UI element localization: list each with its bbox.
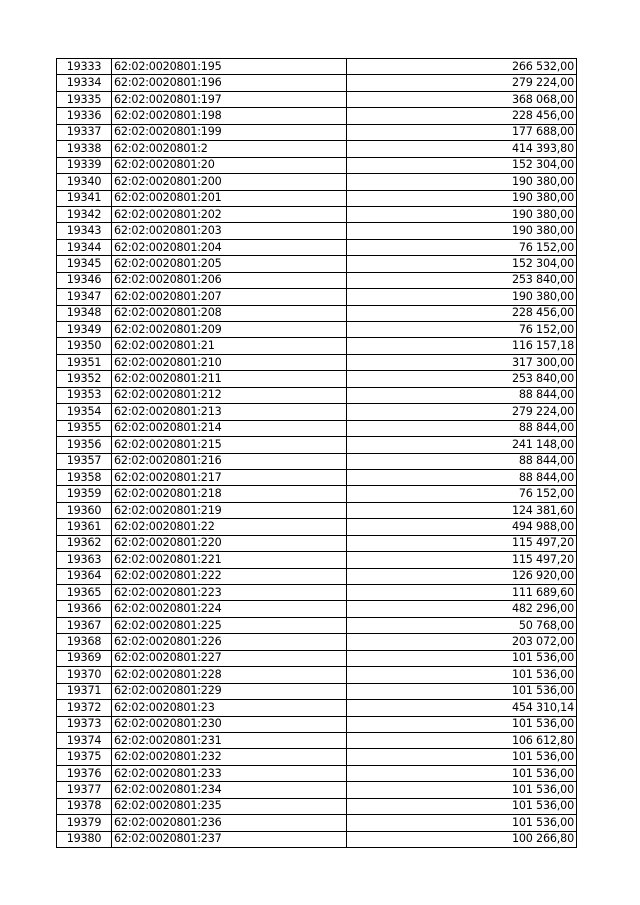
row-number-cell: 19367 — [57, 617, 112, 633]
table-row — [57, 634, 577, 650]
row-number-cell: 19376 — [57, 765, 112, 781]
table-row — [57, 749, 577, 765]
row-number-cell: 19354 — [57, 404, 112, 420]
cadastral-number-cell: 62:02:0020801:199 — [112, 124, 347, 140]
row-number-cell: 19372 — [57, 700, 112, 716]
table-row — [57, 502, 577, 518]
table-row — [57, 59, 577, 75]
row-number-cell: 19350 — [57, 338, 112, 354]
cadastral-number-cell: 62:02:0020801:21 — [112, 338, 347, 354]
table-row — [57, 108, 577, 124]
table-row — [57, 272, 577, 288]
table-row — [57, 91, 577, 107]
cadastral-value-cell: 101 536,00 — [347, 815, 577, 831]
row-number-cell: 19370 — [57, 667, 112, 683]
row-number-cell: 19341 — [57, 190, 112, 206]
cadastral-value-cell: 228 456,00 — [347, 305, 577, 321]
cadastral-value-cell: 115 497,20 — [347, 535, 577, 551]
row-number-cell: 19346 — [57, 272, 112, 288]
cadastral-value-cell: 115 497,20 — [347, 552, 577, 568]
cadastral-number-cell: 62:02:0020801:229 — [112, 683, 347, 699]
cadastral-value-cell: 454 310,14 — [347, 700, 577, 716]
row-number-cell: 19334 — [57, 75, 112, 91]
table-row — [57, 157, 577, 173]
cadastral-value-cell: 177 688,00 — [347, 124, 577, 140]
cadastral-value-cell: 228 456,00 — [347, 108, 577, 124]
row-number-cell: 19344 — [57, 239, 112, 255]
cadastral-number-cell: 62:02:0020801:213 — [112, 404, 347, 420]
row-number-cell: 19353 — [57, 387, 112, 403]
cadastral-number-cell: 62:02:0020801:227 — [112, 650, 347, 666]
cadastral-value-cell: 190 380,00 — [347, 190, 577, 206]
table-row — [57, 716, 577, 732]
cadastral-value-cell: 101 536,00 — [347, 650, 577, 666]
cadastral-number-cell: 62:02:0020801:204 — [112, 239, 347, 255]
row-number-cell: 19356 — [57, 437, 112, 453]
cadastral-number-cell: 62:02:0020801:215 — [112, 437, 347, 453]
cadastral-value-cell: 368 068,00 — [347, 91, 577, 107]
table-row — [57, 519, 577, 535]
row-number-cell: 19375 — [57, 749, 112, 765]
cadastral-number-cell: 62:02:0020801:208 — [112, 305, 347, 321]
cadastral-number-cell: 62:02:0020801:234 — [112, 782, 347, 798]
cadastral-number-cell: 62:02:0020801:203 — [112, 223, 347, 239]
cadastral-value-cell: 126 920,00 — [347, 568, 577, 584]
cadastral-number-cell: 62:02:0020801:209 — [112, 322, 347, 338]
row-number-cell: 19359 — [57, 486, 112, 502]
row-number-cell: 19338 — [57, 141, 112, 157]
table-row — [57, 420, 577, 436]
cadastral-value-cell: 253 840,00 — [347, 371, 577, 387]
table-row — [57, 289, 577, 305]
cadastral-value-cell: 88 844,00 — [347, 453, 577, 469]
row-number-cell: 19362 — [57, 535, 112, 551]
table-row — [57, 617, 577, 633]
row-number-cell: 19343 — [57, 223, 112, 239]
cadastral-number-cell: 62:02:0020801:217 — [112, 469, 347, 485]
cadastral-value-cell: 190 380,00 — [347, 223, 577, 239]
cadastral-value-cell: 494 988,00 — [347, 519, 577, 535]
cadastral-value-cell: 101 536,00 — [347, 667, 577, 683]
cadastral-value-cell: 124 381,60 — [347, 502, 577, 518]
cadastral-number-cell: 62:02:0020801:233 — [112, 765, 347, 781]
cadastral-value-cell: 101 536,00 — [347, 749, 577, 765]
cadastral-value-cell: 101 536,00 — [347, 798, 577, 814]
row-number-cell: 19337 — [57, 124, 112, 140]
cadastral-value-cell: 106 612,80 — [347, 732, 577, 748]
row-number-cell: 19377 — [57, 782, 112, 798]
cadastral-value-cell: 88 844,00 — [347, 469, 577, 485]
row-number-cell: 19371 — [57, 683, 112, 699]
cadastral-value-cell: 190 380,00 — [347, 289, 577, 305]
cadastral-number-cell: 62:02:0020801:221 — [112, 552, 347, 568]
cadastral-number-cell: 62:02:0020801:220 — [112, 535, 347, 551]
row-number-cell: 19348 — [57, 305, 112, 321]
cadastral-number-cell: 62:02:0020801:214 — [112, 420, 347, 436]
cadastral-number-cell: 62:02:0020801:231 — [112, 732, 347, 748]
cadastral-value-cell: 190 380,00 — [347, 206, 577, 222]
cadastral-number-cell: 62:02:0020801:236 — [112, 815, 347, 831]
cadastral-value-cell: 101 536,00 — [347, 683, 577, 699]
cadastral-value-cell: 100 266,80 — [347, 831, 577, 847]
table-row — [57, 831, 577, 847]
row-number-cell: 19379 — [57, 815, 112, 831]
row-number-cell: 19365 — [57, 585, 112, 601]
cadastral-value-cell: 279 224,00 — [347, 75, 577, 91]
table-row — [57, 469, 577, 485]
row-number-cell: 19378 — [57, 798, 112, 814]
row-number-cell: 19352 — [57, 371, 112, 387]
row-number-cell: 19361 — [57, 519, 112, 535]
cadastral-number-cell: 62:02:0020801:202 — [112, 206, 347, 222]
row-number-cell: 19358 — [57, 469, 112, 485]
cadastral-value-cell: 414 393,80 — [347, 141, 577, 157]
table-row — [57, 404, 577, 420]
cadastral-value-cell: 317 300,00 — [347, 354, 577, 370]
table-row — [57, 585, 577, 601]
cadastral-number-cell: 62:02:0020801:212 — [112, 387, 347, 403]
table-row — [57, 782, 577, 798]
row-number-cell: 19368 — [57, 634, 112, 650]
cadastral-number-cell: 62:02:0020801:237 — [112, 831, 347, 847]
cadastral-number-cell: 62:02:0020801:235 — [112, 798, 347, 814]
cadastral-value-cell: 76 152,00 — [347, 486, 577, 502]
cadastral-number-cell: 62:02:0020801:224 — [112, 601, 347, 617]
cadastral-value-cell: 253 840,00 — [347, 272, 577, 288]
cadastral-number-cell: 62:02:0020801:22 — [112, 519, 347, 535]
cadastral-value-cell: 152 304,00 — [347, 256, 577, 272]
table-row — [57, 535, 577, 551]
row-number-cell: 19366 — [57, 601, 112, 617]
table-row — [57, 601, 577, 617]
cadastral-value-cell: 88 844,00 — [347, 420, 577, 436]
table-row — [57, 305, 577, 321]
table-row — [57, 683, 577, 699]
row-number-cell: 19380 — [57, 831, 112, 847]
table-row — [57, 798, 577, 814]
table-row — [57, 650, 577, 666]
table-row — [57, 354, 577, 370]
row-number-cell: 19339 — [57, 157, 112, 173]
cadastral-value-cell: 76 152,00 — [347, 239, 577, 255]
table-row — [57, 700, 577, 716]
cadastral-number-cell: 62:02:0020801:195 — [112, 59, 347, 75]
cadastral-number-cell: 62:02:0020801:230 — [112, 716, 347, 732]
cadastral-value-cell: 266 532,00 — [347, 59, 577, 75]
cadastral-value-cell: 101 536,00 — [347, 716, 577, 732]
cadastral-value-cell: 190 380,00 — [347, 174, 577, 190]
cadastral-value-cell: 241 148,00 — [347, 437, 577, 453]
cadastral-number-cell: 62:02:0020801:219 — [112, 502, 347, 518]
table-row — [57, 815, 577, 831]
cadastral-number-cell: 62:02:0020801:207 — [112, 289, 347, 305]
row-number-cell: 19340 — [57, 174, 112, 190]
row-number-cell: 19349 — [57, 322, 112, 338]
cadastral-number-cell: 62:02:0020801:210 — [112, 354, 347, 370]
table-row — [57, 453, 577, 469]
cadastral-number-cell: 62:02:0020801:205 — [112, 256, 347, 272]
cadastral-number-cell: 62:02:0020801:232 — [112, 749, 347, 765]
row-number-cell: 19347 — [57, 289, 112, 305]
cadastral-number-cell: 62:02:0020801:20 — [112, 157, 347, 173]
cadastral-number-cell: 62:02:0020801:23 — [112, 700, 347, 716]
row-number-cell: 19333 — [57, 59, 112, 75]
cadastral-number-cell: 62:02:0020801:226 — [112, 634, 347, 650]
table-row — [57, 765, 577, 781]
row-number-cell: 19369 — [57, 650, 112, 666]
cadastral-number-cell: 62:02:0020801:225 — [112, 617, 347, 633]
row-number-cell: 19355 — [57, 420, 112, 436]
cadastral-number-cell: 62:02:0020801:222 — [112, 568, 347, 584]
row-number-cell: 19360 — [57, 502, 112, 518]
table-row — [57, 75, 577, 91]
table-row — [57, 124, 577, 140]
table-row — [57, 568, 577, 584]
row-number-cell: 19374 — [57, 732, 112, 748]
cadastral-value-cell: 50 768,00 — [347, 617, 577, 633]
cadastral-value-cell: 76 152,00 — [347, 322, 577, 338]
table-row — [57, 322, 577, 338]
table-body — [57, 59, 577, 848]
cadastral-value-cell: 101 536,00 — [347, 765, 577, 781]
cadastral-number-cell: 62:02:0020801:228 — [112, 667, 347, 683]
table-row — [57, 239, 577, 255]
table-row — [57, 141, 577, 157]
cadastral-value-table — [56, 58, 577, 848]
table-row — [57, 387, 577, 403]
row-number-cell: 19357 — [57, 453, 112, 469]
table-row — [57, 190, 577, 206]
cadastral-number-cell: 62:02:0020801:223 — [112, 585, 347, 601]
cadastral-number-cell: 62:02:0020801:200 — [112, 174, 347, 190]
cadastral-number-cell: 62:02:0020801:201 — [112, 190, 347, 206]
table-row — [57, 371, 577, 387]
cadastral-number-cell: 62:02:0020801:206 — [112, 272, 347, 288]
cadastral-number-cell: 62:02:0020801:211 — [112, 371, 347, 387]
table-row — [57, 732, 577, 748]
cadastral-number-cell: 62:02:0020801:216 — [112, 453, 347, 469]
cadastral-value-cell: 152 304,00 — [347, 157, 577, 173]
cadastral-value-cell: 111 689,60 — [347, 585, 577, 601]
table-row — [57, 437, 577, 453]
row-number-cell: 19351 — [57, 354, 112, 370]
cadastral-number-cell: 62:02:0020801:197 — [112, 91, 347, 107]
row-number-cell: 19373 — [57, 716, 112, 732]
cadastral-value-cell: 88 844,00 — [347, 387, 577, 403]
row-number-cell: 19335 — [57, 91, 112, 107]
row-number-cell: 19342 — [57, 206, 112, 222]
table-row — [57, 206, 577, 222]
table-row — [57, 256, 577, 272]
table-row — [57, 174, 577, 190]
table-row — [57, 486, 577, 502]
row-number-cell: 19364 — [57, 568, 112, 584]
cadastral-value-cell: 116 157,18 — [347, 338, 577, 354]
cadastral-number-cell: 62:02:0020801:198 — [112, 108, 347, 124]
table-row — [57, 338, 577, 354]
cadastral-number-cell: 62:02:0020801:2 — [112, 141, 347, 157]
cadastral-number-cell: 62:02:0020801:218 — [112, 486, 347, 502]
row-number-cell: 19363 — [57, 552, 112, 568]
table-row — [57, 552, 577, 568]
row-number-cell: 19345 — [57, 256, 112, 272]
cadastral-value-cell: 279 224,00 — [347, 404, 577, 420]
cadastral-value-cell: 203 072,00 — [347, 634, 577, 650]
row-number-cell: 19336 — [57, 108, 112, 124]
cadastral-value-cell: 101 536,00 — [347, 782, 577, 798]
table-row — [57, 667, 577, 683]
table-row — [57, 223, 577, 239]
cadastral-value-cell: 482 296,00 — [347, 601, 577, 617]
cadastral-number-cell: 62:02:0020801:196 — [112, 75, 347, 91]
